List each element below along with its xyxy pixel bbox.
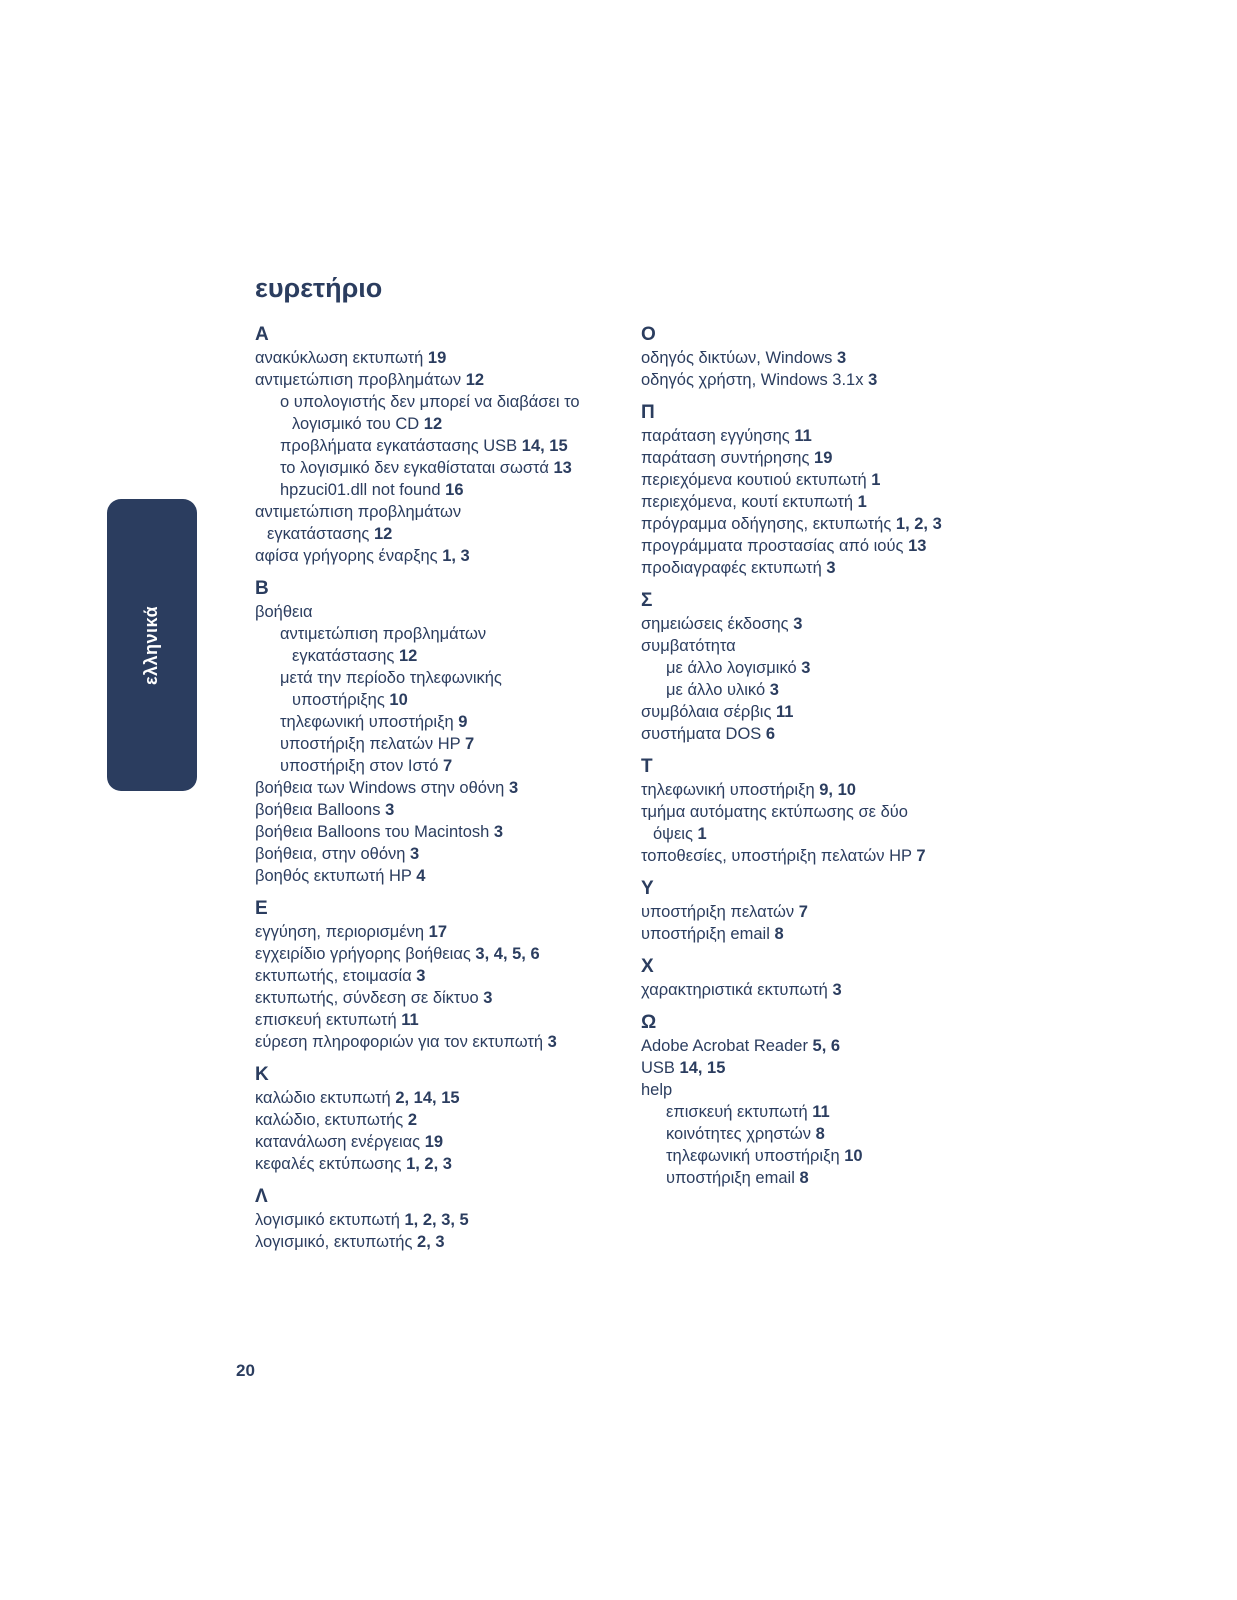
entry-term: πρόγραμμα οδήγησης, εκτυπωτής (641, 515, 892, 533)
entry-term: σημειώσεις έκδοσης (641, 615, 789, 633)
entry-term: USB (641, 1059, 675, 1077)
entry-term: εύρεση πληροφοριών για τον εκτυπωτή (255, 1033, 544, 1051)
entry-term: χαρακτηριστικά εκτυπωτή (641, 981, 828, 999)
entry-term: υποστήριξης (292, 691, 385, 709)
page-ref: 7 (464, 735, 475, 753)
entry-term: κατανάλωση ενέργειας (255, 1133, 421, 1151)
page-ref: 7 (442, 757, 453, 775)
section-letter: Α (255, 324, 269, 345)
entry-term: τηλεφωνική υποστήριξη (280, 713, 454, 731)
index-entry (641, 1057, 1001, 1079)
page-ref: 2 (407, 1111, 418, 1129)
index-entry (255, 1087, 635, 1109)
index-column-right (641, 322, 1001, 1198)
index-entry (641, 369, 1001, 391)
page-ref: 7 (798, 903, 808, 921)
index-column-left (255, 322, 635, 1262)
page-ref: 19 (814, 449, 833, 467)
entry-term: συμβατότητα (641, 637, 736, 655)
page-ref: 2, 14, 15 (395, 1089, 460, 1107)
entry-term: hpzuci01.dll not found (280, 481, 441, 499)
index-entry (641, 557, 1001, 579)
page-ref: 8 (815, 1125, 825, 1143)
index-section (641, 588, 1001, 745)
page-ref: 3 (868, 371, 878, 389)
entry-term: κεφαλές εκτύπωσης (255, 1155, 402, 1173)
index-entry (641, 447, 1001, 469)
entry-line (280, 413, 635, 435)
entry-term: αντιμετώπιση προβλημάτων (255, 371, 462, 389)
entry-term: συστήματα DOS (641, 725, 762, 743)
index-section (641, 954, 1001, 1001)
entry-term: υποστήριξη email (641, 925, 770, 943)
page-ref: 3 (793, 615, 803, 633)
entry-term: help (641, 1081, 673, 1099)
page-ref: 3 (416, 967, 426, 985)
page-ref: 1 (697, 825, 707, 843)
section-letter: Ε (255, 898, 268, 919)
index-entry (255, 1109, 635, 1131)
index-entry (255, 799, 635, 821)
entry-term: τοποθεσίες, υποστήριξη πελατών HP (641, 847, 912, 865)
page-ref: 1 (857, 493, 867, 511)
entry-term: επισκευή εκτυπωτή (666, 1103, 808, 1121)
index-section (641, 1010, 1001, 1189)
page-number: 20 (236, 1361, 255, 1380)
entry-term: με άλλο λογισμικό (666, 659, 797, 677)
index-section (641, 400, 1001, 579)
entry-term: εγγύηση, περιορισμένη (255, 923, 425, 941)
entry-term: προγράμματα προστασίας από ιούς (641, 537, 904, 555)
page-ref: 13 (553, 459, 572, 477)
language-side-tab (107, 499, 197, 791)
page-ref: 16 (445, 481, 464, 499)
index-entry (641, 923, 1001, 945)
entry-term: όψεις (653, 825, 693, 843)
entry-term: ανακύκλωση εκτυπωτή (255, 349, 424, 367)
entry-term: οδηγός δικτύων, Windows (641, 349, 833, 367)
index-entry (641, 469, 1001, 491)
index-entry (641, 779, 1001, 801)
page-ref: 4 (416, 867, 426, 885)
index-entry (255, 1031, 635, 1053)
page-ref: 3 (836, 349, 847, 367)
index-entry (255, 601, 635, 623)
section-letter: Κ (255, 1064, 269, 1085)
section-letter: Λ (255, 1186, 268, 1207)
index-entry (255, 369, 635, 391)
entry-term: βοήθεια των Windows στην οθόνη (255, 779, 505, 797)
page-ref: 11 (812, 1103, 830, 1121)
page-ref: 17 (428, 923, 448, 941)
page-ref: 1, 2, 3, 5 (404, 1211, 469, 1229)
index-entry (641, 635, 1001, 657)
index-entry (255, 1009, 635, 1031)
index-subentry (255, 391, 635, 435)
index-subentry (641, 679, 1001, 701)
page-ref: 1 (871, 471, 881, 489)
page-ref: 1, 3 (442, 547, 470, 565)
index-section (255, 896, 635, 1053)
entry-term: αντιμετώπιση προβλημάτων (255, 503, 462, 521)
page-ref: 3 (832, 981, 842, 999)
entry-term: παράταση εγγύησης (641, 427, 790, 445)
index-entry (641, 425, 1001, 447)
index-entry (641, 513, 1001, 535)
page-ref: 3 (385, 801, 395, 819)
page-ref: 7 (916, 847, 926, 865)
entry-term: λογισμικό του CD (292, 415, 420, 433)
page-ref: 3 (483, 989, 493, 1007)
index-subentry (641, 1145, 1001, 1167)
index-entry (641, 723, 1001, 745)
page-ref: 1, 2, 3 (406, 1155, 452, 1173)
index-entry (641, 347, 1001, 369)
page-ref: 9, 10 (819, 781, 856, 799)
index-entry (255, 987, 635, 1009)
index-subentry (641, 1101, 1001, 1123)
index-entry (255, 821, 635, 843)
entry-term: προβλήματα εγκατάστασης USB (280, 437, 518, 455)
index-subentry (255, 623, 635, 667)
entry-term: συμβόλαια σέρβις (641, 703, 772, 721)
entry-term: λογισμικό, εκτυπωτής (255, 1233, 413, 1251)
page-ref: 3 (769, 681, 779, 699)
entry-term: προδιαγραφές εκτυπωτή (641, 559, 822, 577)
entry-term: βοήθεια, στην οθόνη (255, 845, 406, 863)
page-ref: 3 (826, 559, 836, 577)
section-letter: Π (641, 402, 655, 423)
language-tab-label: ελληνικά (141, 605, 162, 685)
entry-term: καλώδιο, εκτυπωτής (255, 1111, 404, 1129)
page-ref: 10 (389, 691, 408, 709)
page-ref: 12 (373, 525, 393, 543)
index-subentry (255, 667, 635, 711)
entry-term: οδηγός χρήστη, Windows 3.1x (641, 371, 864, 389)
page-ref: 12 (423, 415, 443, 433)
index-entry (641, 535, 1001, 557)
page-ref: 11 (794, 427, 812, 445)
index-section (641, 876, 1001, 945)
page-ref: 10 (844, 1147, 863, 1165)
entry-line (280, 645, 635, 667)
entry-term: περιεχόμενα, κουτί εκτυπωτή (641, 493, 854, 511)
entry-term: μετά την περίοδο τηλεφωνικής (280, 669, 502, 687)
page-ref: 3 (493, 823, 504, 841)
page-ref: 13 (908, 537, 927, 555)
page-ref: 8 (774, 925, 784, 943)
entry-term: υποστήριξη email (666, 1169, 795, 1187)
entry-term: το λογισμικό δεν εγκαθίσταται σωστά (280, 459, 549, 477)
page-ref: 3, 4, 5, 6 (475, 945, 540, 963)
entry-term: βοηθός εκτυπωτή HP (255, 867, 412, 885)
index-section (255, 576, 635, 887)
entry-term: βοήθεια Balloons (255, 801, 381, 819)
section-letter: Υ (641, 878, 654, 899)
entry-term: εκτυπωτής, σύνδεση σε δίκτυο (255, 989, 479, 1007)
entry-term: λογισμικό εκτυπωτή (255, 1211, 400, 1229)
entry-term: εκτυπωτής, ετοιμασία (255, 967, 412, 985)
index-entry (641, 1079, 1001, 1101)
index-subentry (255, 755, 635, 777)
index-entry (255, 1131, 635, 1153)
page-ref: 19 (427, 349, 447, 367)
page-ref: 2, 3 (417, 1233, 445, 1251)
page-ref: 6 (765, 725, 776, 743)
section-letter: Σ (641, 590, 653, 611)
entry-term: εγχειρίδιο γρήγορης βοήθειας (255, 945, 471, 963)
index-entry (641, 701, 1001, 723)
entry-term: ο υπολογιστής δεν μπορεί να διαβάσει το (280, 393, 580, 411)
page-ref: 3 (508, 779, 519, 797)
page-title: ευρετήριο (255, 273, 383, 303)
page-ref: 5, 6 (812, 1037, 841, 1055)
entry-term: αφίσα γρήγορης έναρξης (255, 547, 438, 565)
entry-term: υποστήριξη στον Ιστό (280, 757, 439, 775)
index-section (255, 1184, 635, 1253)
page-ref: 11 (776, 703, 794, 721)
index-entry (255, 777, 635, 799)
index-entry (255, 865, 635, 887)
index-entry (255, 943, 635, 965)
index-section (641, 322, 1001, 391)
index-entry (255, 347, 635, 369)
index-entry (641, 613, 1001, 635)
page-ref: 8 (799, 1169, 809, 1187)
entry-term: αντιμετώπιση προβλημάτων (280, 625, 487, 643)
index-subentry (641, 1167, 1001, 1189)
section-letter: Τ (641, 756, 653, 777)
index-entry (255, 501, 635, 545)
entry-line (280, 689, 635, 711)
entry-term: παράταση συντήρησης (641, 449, 810, 467)
entry-term: καλώδιο εκτυπωτή (255, 1089, 391, 1107)
page-ref: 3 (801, 659, 811, 677)
index-entry (641, 1035, 1001, 1057)
section-letter: Β (255, 578, 269, 599)
index-entry (641, 901, 1001, 923)
entry-term: τμήμα αυτόματης εκτύπωσης σε δύο (641, 803, 908, 821)
page-ref: 1, 2, 3 (895, 515, 942, 533)
index-entry (641, 979, 1001, 1001)
entry-term: εγκατάστασης (267, 525, 370, 543)
index-section (641, 754, 1001, 867)
entry-term: βοήθεια Balloons του Macintosh (255, 823, 490, 841)
entry-term: εγκατάστασης (292, 647, 395, 665)
entry-term: βοήθεια (255, 603, 313, 621)
index-subentry (641, 1123, 1001, 1145)
page-ref: 3 (410, 845, 420, 863)
page-ref: 14, 15 (679, 1059, 726, 1077)
index-entry (255, 1153, 635, 1175)
index-entry (255, 1231, 635, 1253)
section-letter: Ω (641, 1012, 657, 1033)
entry-term: τηλεφωνική υποστήριξη (641, 781, 815, 799)
entry-term: Adobe Acrobat Reader (641, 1037, 808, 1055)
page-ref: 19 (424, 1133, 444, 1151)
index-entry (641, 801, 1001, 845)
index-subentry (255, 733, 635, 755)
index-section (255, 322, 635, 567)
index-entry (255, 921, 635, 943)
entry-line (255, 523, 635, 545)
index-entry (255, 843, 635, 865)
entry-term: επισκευή εκτυπωτή (255, 1011, 397, 1029)
index-subentry (641, 657, 1001, 679)
entry-term: τηλεφωνική υποστήριξη (666, 1147, 840, 1165)
index-section (255, 1062, 635, 1175)
entry-term: κοινότητες χρηστών (666, 1125, 812, 1143)
index-subentry (255, 479, 635, 501)
entry-term: υποστήριξη πελατών (641, 903, 795, 921)
index-subentry (255, 435, 635, 457)
section-letter: Χ (641, 956, 654, 977)
page-ref: 11 (401, 1011, 419, 1029)
index-entry (641, 491, 1001, 513)
page-ref: 9 (458, 713, 468, 731)
entry-term: υποστήριξη πελατών HP (280, 735, 461, 753)
entry-term: περιεχόμενα κουτιού εκτυπωτή (641, 471, 867, 489)
section-letter: Ο (641, 324, 656, 345)
index-entry (641, 845, 1001, 867)
entry-term: με άλλο υλικό (666, 681, 766, 699)
page-ref: 12 (398, 647, 418, 665)
index-entry (255, 1209, 635, 1231)
entry-line (641, 823, 1001, 845)
page-ref: 14, 15 (521, 437, 568, 455)
page-ref: 3 (547, 1033, 557, 1051)
index-entry (255, 965, 635, 987)
index-subentry (255, 711, 635, 733)
index-subentry (255, 457, 635, 479)
index-entry (255, 545, 635, 567)
page-ref: 12 (465, 371, 485, 389)
